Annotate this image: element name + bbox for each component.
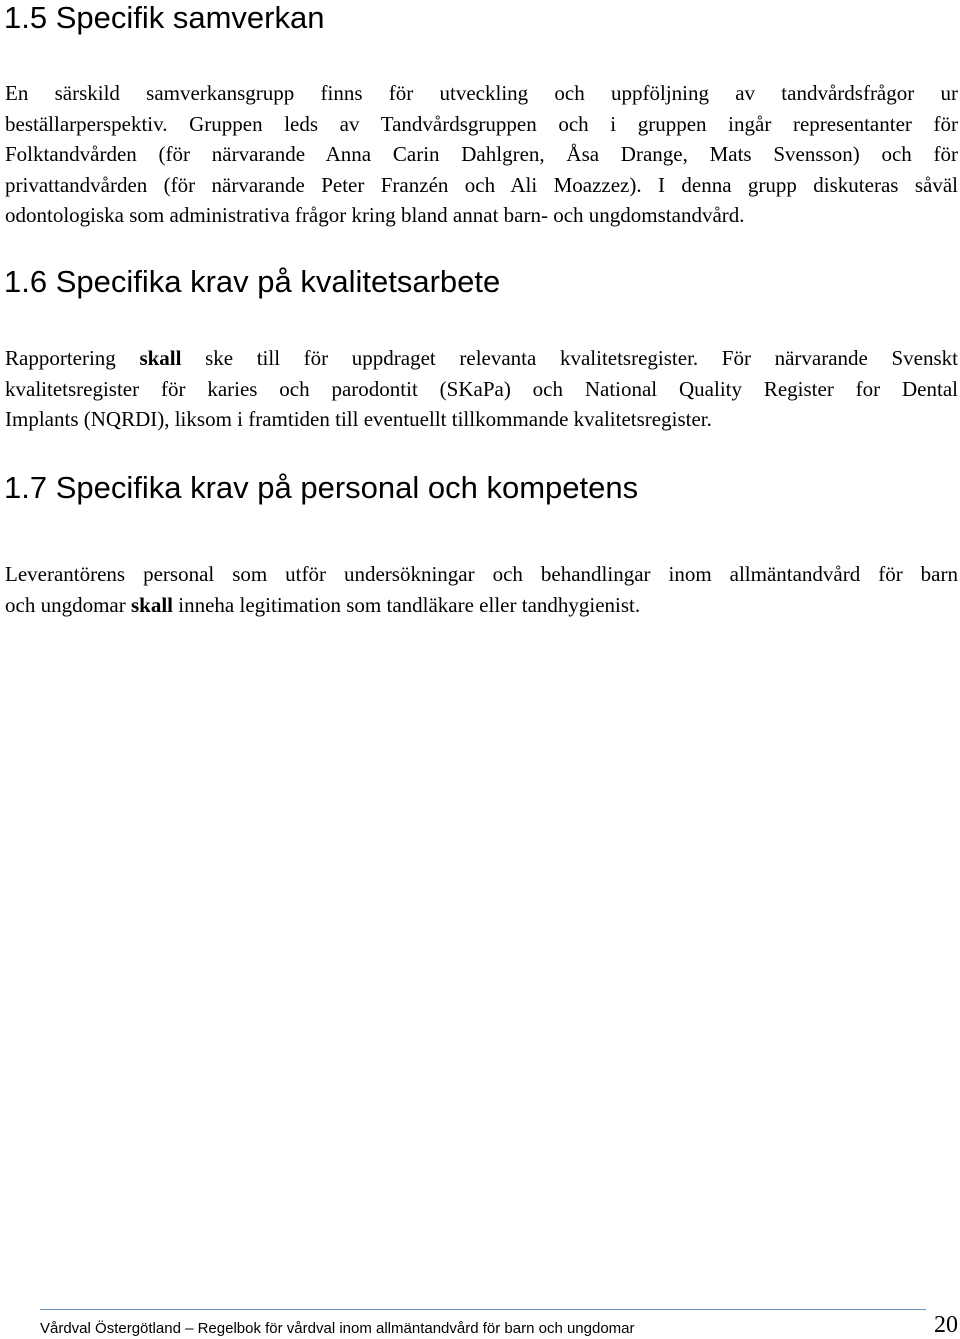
paragraph-line: Implants (NQRDI), liksom i framtiden till eventuellt tillkommande kvalitetsregister. (5, 407, 712, 431)
text-run: ske till för uppdraget relevanta kvalitetsregister. För närvarande Svenskt (181, 346, 958, 370)
paragraph-line: En särskild samverkansgrupp finns för utveckling och uppföljning av tandvårdsfrågor ur (5, 81, 958, 105)
section-heading-1-5: 1.5 Specifik samverkan (4, 0, 325, 35)
paragraph-line: Leverantörens personal som utför undersökningar och behandlingar inom allmäntandvård för barn (5, 562, 958, 586)
footer-divider (40, 1309, 926, 1310)
emphasis-skall: skall (139, 346, 182, 370)
paragraph-line: beställarperspektiv. Gruppen leds av Tandvårdsgruppen och i gruppen ingår representanter för (5, 111, 958, 136)
page-number: 20 (934, 1312, 958, 1338)
text-run: inneha legitimation som tandläkare eller tandhygienist. (173, 592, 641, 617)
paragraph-line (5, 343, 958, 374)
text-run: och ungdomar (5, 592, 131, 617)
section-paragraph-1-5 (5, 78, 958, 231)
paragraph-line: privattandvården (för närvarande Peter Franzén och Ali Moazzez). I denna grupp diskuteras såväl (5, 172, 958, 197)
footer-title: Vårdval Östergötland – Regelbok för vårdval inom allmäntandvård för barn och ungdomar (40, 1320, 635, 1337)
section-paragraph-1-6 (5, 343, 958, 435)
section-paragraph-1-7 (5, 559, 958, 620)
emphasis-skall: skall (130, 592, 174, 617)
paragraph-line (5, 590, 958, 621)
paragraph-line: kvalitetsregister för karies och parodontit (SKaPa) och National Quality Register for Dental (5, 376, 958, 401)
section-heading-1-7: 1.7 Specifika krav på personal och kompetens (4, 470, 639, 505)
paragraph-line: Folktandvården (för närvarande Anna Carin Dahlgren, Åsa Drange, Mats Svensson) och för (5, 142, 958, 166)
paragraph-line: odontologiska som administrativa frågor kring bland annat barn- och ungdomstandvård. (5, 203, 745, 227)
section-heading-1-6: 1.6 Specifika krav på kvalitetsarbete (4, 264, 501, 299)
text-run: Rapportering (5, 346, 140, 370)
